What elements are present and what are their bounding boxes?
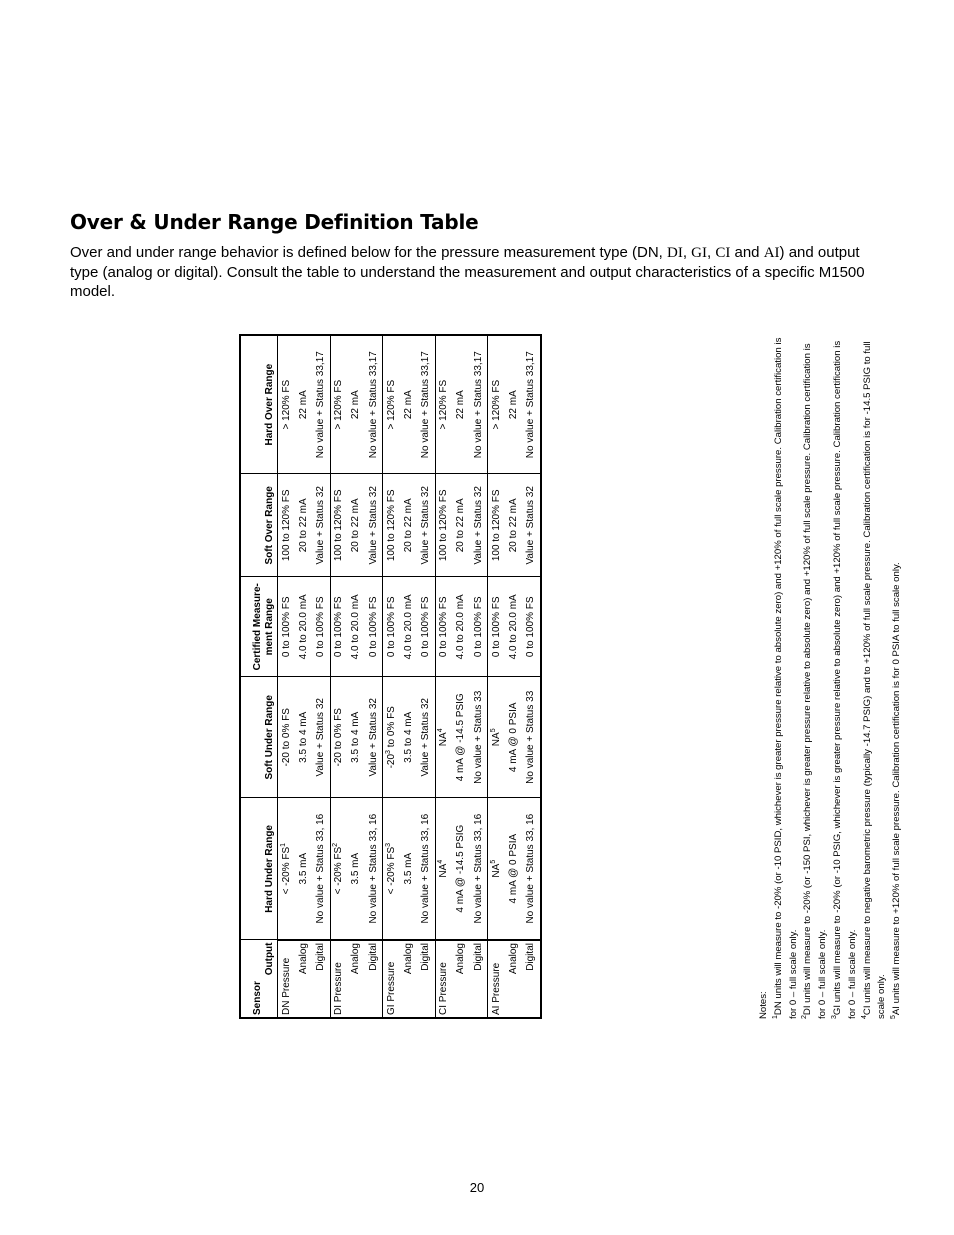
cell-hard-under-text: < -20% FS <box>280 846 292 895</box>
cell-soft-over <box>383 474 401 577</box>
cell-hard-over <box>505 335 522 474</box>
note-number: 1 <box>771 1015 779 1019</box>
row-label-text: Analog <box>297 943 309 975</box>
cell-soft-over-text: 100 to 120% FS <box>438 489 450 562</box>
row-label-text: Digital <box>420 943 432 971</box>
note-item <box>801 334 831 1019</box>
row-label-text: DI Pressure <box>333 962 345 1015</box>
cell-soft-over-text: 20 to 22 mA <box>350 498 362 553</box>
cell-soft-under <box>488 677 506 798</box>
cell-certified <box>400 577 417 677</box>
cell-hard-under <box>330 798 348 940</box>
row-label-text: DN Pressure <box>280 957 292 1015</box>
range-definition-table <box>239 334 542 1019</box>
cell-hard-under <box>400 798 417 940</box>
table-row <box>400 335 417 1018</box>
row-label <box>365 940 383 1018</box>
cell-hard-over <box>453 335 470 474</box>
cell-certified <box>312 577 330 677</box>
page-title: Over & Under Range Definition Table <box>70 210 479 234</box>
cell-hard-under <box>418 798 436 940</box>
cell-soft-under <box>418 677 436 798</box>
note-number: 3 <box>830 1015 838 1019</box>
cell-hard-over-text: > 120% FS <box>333 379 345 430</box>
intro-text: ) and output type (analog or digital). Consult the table to understand the measurement and output characteristics of a specific M1500 model. <box>70 244 865 300</box>
cell-hard-over <box>383 335 401 474</box>
cell-soft-under-text: No value + Status 33 <box>472 690 484 784</box>
cell-certified-text: 4.0 to 20.0 mA <box>455 594 467 660</box>
cell-soft-over <box>295 474 312 577</box>
cell-hard-under-text: No value + Status 33, 16 <box>525 813 537 924</box>
cell-hard-over-text: 22 mA <box>455 390 467 420</box>
table-row <box>488 335 506 1018</box>
header-hard-under: Hard Under Range <box>240 798 278 940</box>
table-row <box>348 335 365 1018</box>
cell-soft-under-text: Value + Status 32 <box>367 698 379 777</box>
cell-certified <box>418 577 436 677</box>
cell-soft-over <box>400 474 417 577</box>
note-text: AI units will measure to +120% of full scale pressure. Calibration certification is for 0 PSIA to full scale only. <box>891 562 903 1016</box>
note-text: CI units will measure to negative barometric pressure (typically -14.7 PSIG) and to +120% of full scale pressure. Calibration certification is for -14.5 PSIG to full scale only. <box>861 341 888 1019</box>
cell-soft-under-text: 4 mA @ -14.5 PSIG <box>455 693 467 782</box>
cell-hard-over-text: No value + Status 33,17 <box>525 351 537 459</box>
cell-certified <box>505 577 522 677</box>
cell-certified-text: 0 to 100% FS <box>385 596 397 658</box>
footnote-marker: 5 <box>489 859 497 864</box>
footnote-marker: 1 <box>279 842 287 847</box>
cell-soft-under <box>383 677 401 798</box>
note-text: DI units will measure to -20% (or -150 PSI, whichever is greater pressure relative to absolute zero) and +120% of full scale pressure. Calibration certification is for 0 – full scale only. <box>802 343 829 1019</box>
header-sensor: Sensor <box>252 981 263 1015</box>
cell-hard-under <box>523 798 541 940</box>
cell-hard-under <box>295 798 312 940</box>
cell-soft-over <box>278 474 296 577</box>
row-label <box>505 940 522 1018</box>
cell-soft-over <box>453 474 470 577</box>
cell-soft-over <box>348 474 365 577</box>
row-label-text: CI Pressure <box>438 962 450 1015</box>
note-item <box>861 334 891 1019</box>
cell-certified <box>278 577 296 677</box>
cell-certified-text: 0 to 100% FS <box>314 596 326 658</box>
cell-hard-over-text: 22 mA <box>350 390 362 420</box>
cell-certified <box>488 577 506 677</box>
intro-sep: , <box>706 244 716 261</box>
cell-hard-over <box>312 335 330 474</box>
cell-hard-over-text: > 120% FS <box>490 379 502 430</box>
cell-certified <box>470 577 488 677</box>
cell-certified-text: 0 to 100% FS <box>438 596 450 658</box>
cell-soft-under <box>435 677 453 798</box>
cell-hard-over <box>295 335 312 474</box>
cell-soft-over-text: 100 to 120% FS <box>280 489 292 562</box>
row-label <box>312 940 330 1018</box>
footnote-marker: 4 <box>437 728 445 733</box>
cell-soft-under-text: 4 mA @ 0 PSIA <box>508 702 520 773</box>
cell-soft-over <box>365 474 383 577</box>
cell-certified <box>295 577 312 677</box>
cell-soft-over <box>523 474 541 577</box>
cell-soft-over <box>505 474 522 577</box>
note-number: 5 <box>890 1015 898 1019</box>
cell-hard-under <box>453 798 470 940</box>
intro-ai: AI <box>763 245 780 261</box>
row-label-text: Analog <box>350 943 362 975</box>
row-label-text: Digital <box>314 943 326 971</box>
cell-hard-under-text: < -20% FS <box>333 846 345 895</box>
cell-hard-under-text: 3.5 mA <box>350 852 362 885</box>
cell-hard-over <box>523 335 541 474</box>
cell-certified-text: 0 to 100% FS <box>280 596 292 658</box>
row-label <box>453 940 470 1018</box>
cell-soft-under-text: Value + Status 32 <box>314 698 326 777</box>
cell-certified <box>330 577 348 677</box>
header-soft-over: Soft Over Range <box>240 474 278 577</box>
table-row <box>365 335 383 1018</box>
cell-hard-over <box>418 335 436 474</box>
cell-hard-under <box>348 798 365 940</box>
header-hard-over: Hard Over Range <box>240 335 278 474</box>
footnote-marker: 2 <box>332 842 340 847</box>
header-sensor-output <box>240 940 278 1018</box>
row-label-text: Analog <box>455 943 467 975</box>
row-label <box>330 940 348 1018</box>
table-row <box>295 335 312 1018</box>
cell-soft-under-text: to 0% FS <box>385 706 397 751</box>
cell-certified <box>383 577 401 677</box>
row-label <box>400 940 417 1018</box>
row-label <box>523 940 541 1018</box>
cell-soft-over-text: Value + Status 32 <box>314 486 326 565</box>
cell-soft-under <box>295 677 312 798</box>
cell-hard-over <box>488 335 506 474</box>
table-row <box>505 335 522 1018</box>
header-soft-under: Soft Under Range <box>240 677 278 798</box>
note-item <box>772 334 802 1019</box>
cell-soft-under <box>312 677 330 798</box>
table-row <box>278 335 296 1018</box>
cell-hard-over-text: > 120% FS <box>385 379 397 430</box>
rotated-table-block <box>239 334 903 1019</box>
row-label-text: GI Pressure <box>385 961 397 1015</box>
cell-certified <box>365 577 383 677</box>
cell-soft-under-text: -20 to 0% FS <box>280 708 292 767</box>
intro-text: Over and under range behavior is defined below for the pressure measurement type (DN, <box>70 244 667 261</box>
cell-certified-text: 4.0 to 20.0 mA <box>350 594 362 660</box>
cell-soft-under-text: NA <box>490 732 502 747</box>
cell-soft-under <box>348 677 365 798</box>
table-row <box>418 335 436 1018</box>
cell-certified <box>523 577 541 677</box>
cell-soft-over-text: 20 to 22 mA <box>402 498 414 553</box>
cell-hard-under-text: No value + Status 33, 16 <box>472 813 484 924</box>
cell-hard-under-text: No value + Status 33, 16 <box>314 813 326 924</box>
cell-soft-under <box>523 677 541 798</box>
row-label-text: Digital <box>525 943 537 971</box>
cell-soft-over-text: 20 to 22 mA <box>455 498 467 553</box>
cell-certified <box>453 577 470 677</box>
row-label <box>295 940 312 1018</box>
cell-soft-under-text: 3.5 to 4 mA <box>402 711 414 763</box>
row-label <box>278 940 296 1018</box>
row-label <box>383 940 401 1018</box>
cell-hard-under <box>435 798 453 940</box>
cell-certified-text: 0 to 100% FS <box>333 596 345 658</box>
intro-paragraph <box>70 243 870 301</box>
note-item <box>831 334 861 1019</box>
cell-soft-under <box>453 677 470 798</box>
row-label-text: Digital <box>472 943 484 971</box>
cell-hard-under-text: No value + Status 33, 16 <box>367 813 379 924</box>
row-label <box>435 940 453 1018</box>
table-row <box>383 335 401 1018</box>
cell-soft-under <box>278 677 296 798</box>
cell-hard-under <box>383 798 401 940</box>
cell-soft-over <box>435 474 453 577</box>
cell-hard-under-text: NA <box>438 863 450 878</box>
cell-certified-text: 4.0 to 20.0 mA <box>297 594 309 660</box>
row-label-text: AI Pressure <box>490 962 502 1015</box>
cell-hard-under-text: No value + Status 33, 16 <box>420 813 432 924</box>
cell-hard-under <box>488 798 506 940</box>
row-label <box>488 940 506 1018</box>
footnote-marker: 4 <box>437 859 445 864</box>
cell-hard-under-text: 3.5 mA <box>402 852 414 885</box>
cell-hard-under-text: 4 mA @ -14.5 PSIG <box>455 824 467 913</box>
cell-soft-under-text: NA <box>438 732 450 747</box>
cell-soft-over <box>470 474 488 577</box>
cell-soft-over <box>488 474 506 577</box>
notes-title: Notes: <box>758 991 769 1019</box>
cell-hard-over-text: No value + Status 33,17 <box>472 351 484 459</box>
table-row <box>453 335 470 1018</box>
cell-soft-under <box>400 677 417 798</box>
cell-hard-over <box>400 335 417 474</box>
footnote-marker: 3 <box>384 842 392 847</box>
notes-section <box>757 334 905 1019</box>
cell-hard-over <box>365 335 383 474</box>
row-label <box>418 940 436 1018</box>
note-number: 2 <box>801 1015 809 1019</box>
cell-hard-over <box>278 335 296 474</box>
row-label-text: Analog <box>402 943 414 975</box>
row-label <box>470 940 488 1018</box>
row-label-text: Analog <box>508 943 520 975</box>
cell-soft-under <box>365 677 383 798</box>
intro-ci: CI <box>715 245 731 261</box>
footnote-marker: 5 <box>489 728 497 733</box>
cell-soft-under-text: 3.5 to 4 mA <box>350 711 362 763</box>
cell-certified-text: 0 to 100% FS <box>472 596 484 658</box>
cell-hard-under-text: 3.5 mA <box>297 852 309 885</box>
cell-hard-over-text: 22 mA <box>297 390 309 420</box>
cell-hard-under <box>278 798 296 940</box>
cell-hard-over-text: > 120% FS <box>438 379 450 430</box>
cell-hard-under <box>505 798 522 940</box>
cell-certified-text: 0 to 100% FS <box>367 596 379 658</box>
cell-hard-over <box>330 335 348 474</box>
cell-soft-over-text: 100 to 120% FS <box>385 489 397 562</box>
cell-soft-over <box>418 474 436 577</box>
note-number: 4 <box>860 1015 868 1019</box>
cell-hard-under-text: NA <box>490 863 502 878</box>
table-row <box>435 335 453 1018</box>
cell-certified <box>348 577 365 677</box>
cell-soft-under-text: Value + Status 32 <box>420 698 432 777</box>
intro-sep: and <box>730 244 764 261</box>
cell-soft-under-text: No value + Status 33 <box>525 690 537 784</box>
footnote-marker: 3 <box>384 750 392 754</box>
header-certified: Certified Measure-ment Range <box>240 577 278 677</box>
row-label-text: Digital <box>367 943 379 971</box>
cell-certified-text: 4.0 to 20.0 mA <box>402 594 414 660</box>
cell-hard-over-text: No value + Status 33,17 <box>367 351 379 459</box>
row-label <box>348 940 365 1018</box>
cell-certified-text: 0 to 100% FS <box>490 596 502 658</box>
intro-di: DI <box>666 245 683 261</box>
cell-hard-over <box>470 335 488 474</box>
cell-hard-over-text: No value + Status 33,17 <box>420 351 432 459</box>
cell-soft-under-text: -20 <box>385 753 397 769</box>
cell-soft-over-text: Value + Status 32 <box>472 486 484 565</box>
header-output: Output <box>264 942 275 976</box>
intro-sep: , <box>682 244 692 261</box>
cell-soft-over-text: 100 to 120% FS <box>490 489 502 562</box>
table-header-row <box>240 335 278 1018</box>
cell-certified-text: 0 to 100% FS <box>420 596 432 658</box>
cell-soft-over <box>312 474 330 577</box>
cell-hard-under-text: 4 mA @ 0 PSIA <box>508 833 520 904</box>
note-text: DN units will measure to -20% (or -10 PSID, whichever is greater pressure relative to absolute zero) and +120% of full scale pressure. Calibration certification is for 0 – full scale only. <box>772 337 799 1019</box>
cell-hard-over-text: 22 mA <box>402 390 414 420</box>
table-row <box>330 335 348 1018</box>
cell-soft-over-text: Value + Status 32 <box>367 486 379 565</box>
cell-hard-under-text: < -20% FS <box>385 846 397 895</box>
cell-soft-over-text: 20 to 22 mA <box>297 498 309 553</box>
cell-certified <box>435 577 453 677</box>
note-item <box>890 334 905 1019</box>
cell-hard-over-text: No value + Status 33,17 <box>314 351 326 459</box>
cell-certified-text: 4.0 to 20.0 mA <box>508 594 520 660</box>
cell-soft-over <box>330 474 348 577</box>
cell-soft-under-text: -20 to 0% FS <box>333 708 345 767</box>
cell-soft-under-text: 3.5 to 4 mA <box>297 711 309 763</box>
cell-hard-over <box>435 335 453 474</box>
cell-hard-over <box>348 335 365 474</box>
cell-soft-under <box>330 677 348 798</box>
cell-soft-over-text: Value + Status 32 <box>420 486 432 565</box>
cell-hard-over-text: > 120% FS <box>280 379 292 430</box>
cell-soft-under <box>505 677 522 798</box>
page-number: 20 <box>469 1180 485 1195</box>
cell-soft-over-text: Value + Status 32 <box>525 486 537 565</box>
intro-gi: GI <box>691 245 707 261</box>
cell-soft-over-text: 20 to 22 mA <box>508 498 520 553</box>
cell-hard-under <box>470 798 488 940</box>
table-row <box>523 335 541 1018</box>
note-text: GI units will measure to -20% (or -10 PSIG, whichever is greater pressure relative to absolute zero) and +120% of full scale pressure. Calibration certification is for 0 – full scale only. <box>831 340 858 1019</box>
cell-hard-over-text: 22 mA <box>508 390 520 420</box>
cell-certified-text: 0 to 100% FS <box>525 596 537 658</box>
cell-soft-over-text: 100 to 120% FS <box>333 489 345 562</box>
cell-soft-under <box>470 677 488 798</box>
table-row <box>470 335 488 1018</box>
cell-hard-under <box>312 798 330 940</box>
table-row <box>312 335 330 1018</box>
cell-hard-under <box>365 798 383 940</box>
